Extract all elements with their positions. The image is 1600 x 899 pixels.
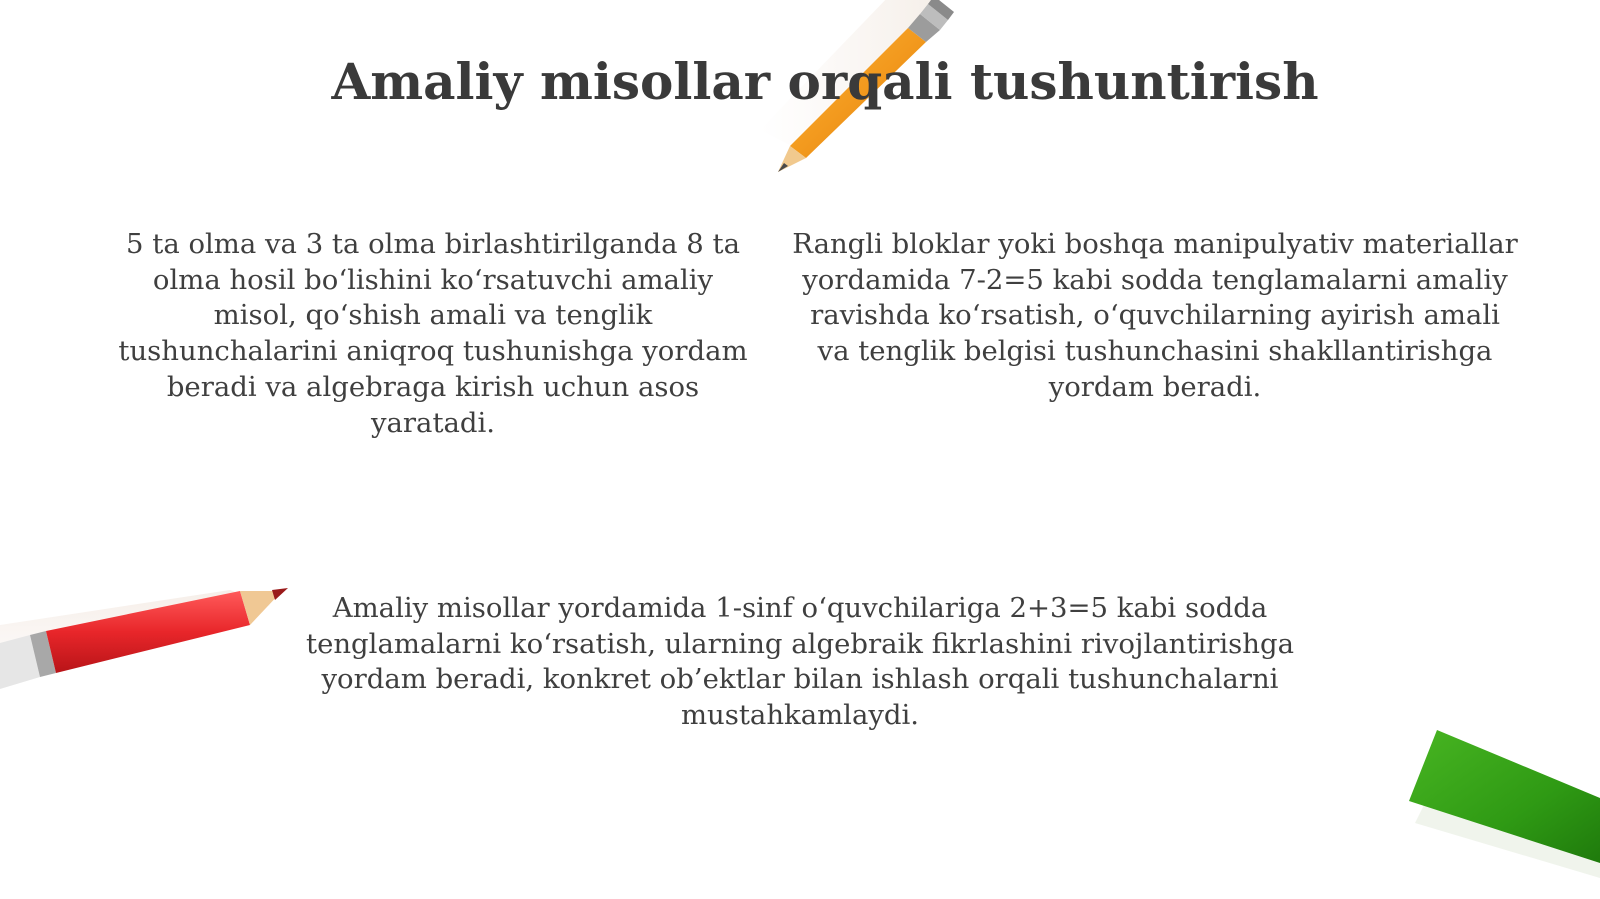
bottom-paragraph: Amaliy misollar yordamida 1-sinf o‘quvchilariga 2+3=5 kabi sodda tenglamalarni ko‘rsatish, ularning algebraik fikrlashini rivojlantirishga yordam beradi, konkret ob’ektlar bilan ishlash orqali tushunchalarni mustahkamlaydi. (306, 592, 1294, 732)
page-title: Amaliy misollar orqali tushuntirish (331, 52, 1319, 111)
right-paragraph: Rangli bloklar yoki boshqa manipulyativ materiallar yordamida 7-2=5 kabi sodda tenglamalarni amaliy ravishda ko‘rsatish, o‘quvchilarning ayirish amali va tenglik belgisi tushunchasini shakllantirishga yordam beradi. (792, 228, 1518, 403)
green-marker-icon (1405, 728, 1600, 899)
left-paragraph: 5 ta olma va 3 ta olma birlashtirilganda 8 ta olma hosil bo‘lishini ko‘rsatuvchi amaliy misol, qo‘shish amali va tenglik tushunchalarini aniqroq tushunishga yordam beradi va algebraga kirish uchun asos yaratadi. (118, 228, 748, 439)
